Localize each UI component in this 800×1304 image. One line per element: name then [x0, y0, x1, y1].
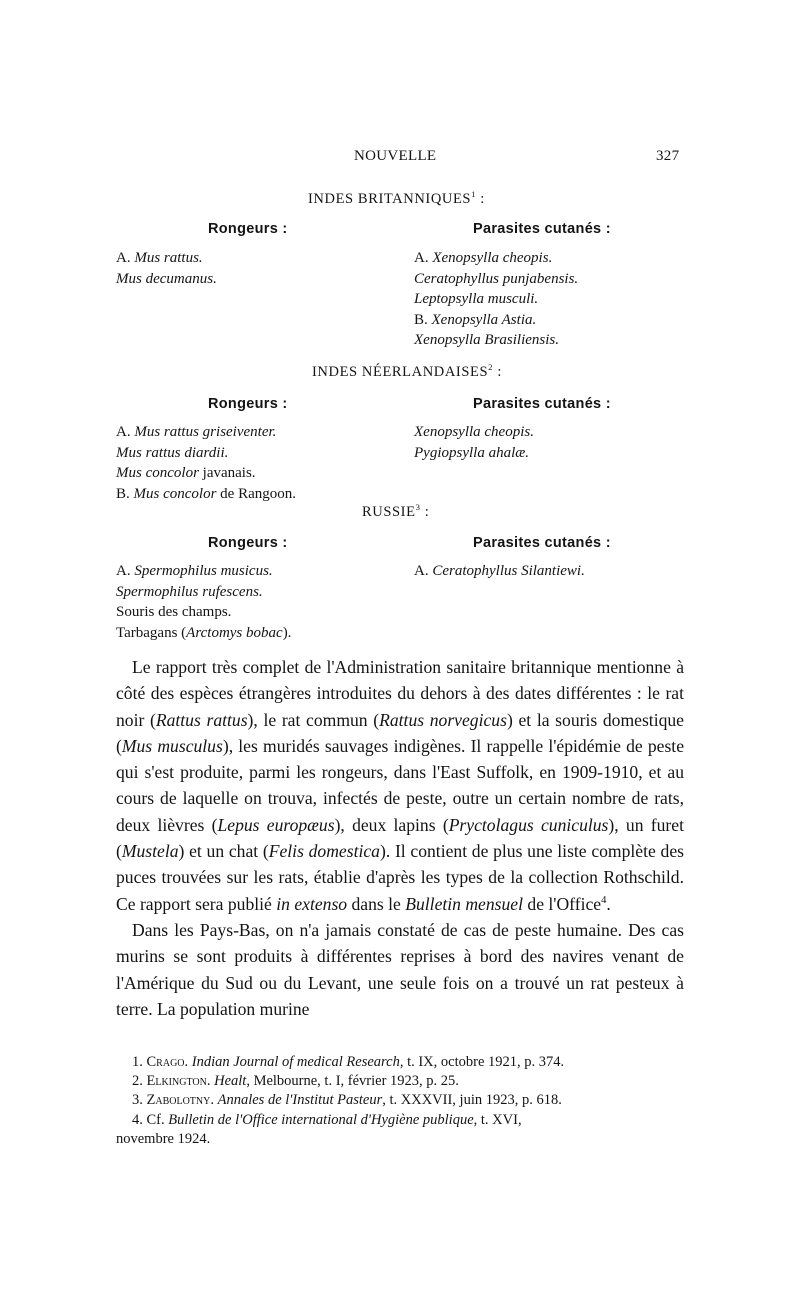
footnote-ref: 1: [471, 189, 477, 200]
list-item: Xenopsylla Brasiliensis.: [414, 332, 559, 348]
rodents-heading: Rongeurs :: [208, 396, 288, 412]
footnote-ref: 2: [488, 362, 494, 373]
rodents-heading: Rongeurs :: [208, 535, 288, 551]
parasites-list: [414, 248, 578, 351]
footnotes: [116, 1053, 684, 1149]
footnote: 2. Elkington. Healt, Melbourne, t. I, février 1923, p. 25.: [132, 1073, 459, 1090]
parasites-list: [414, 422, 534, 463]
list-item: Mus decumanus.: [116, 270, 217, 287]
list-item: B. Mus concolor de Rangoon.: [116, 485, 296, 502]
list-item: Pygiopsylla ahalæ.: [414, 444, 529, 461]
section-title-text: RUSSIE: [362, 504, 416, 520]
list-item: A. Mus rattus.: [116, 250, 203, 266]
parasites-heading: Parasites cutanés :: [473, 221, 611, 237]
footnote-ref: 3: [415, 502, 421, 513]
list-item: Mus rattus diardii.: [116, 444, 229, 461]
running-title: NOUVELLE: [354, 148, 437, 164]
page-number: 327: [656, 148, 680, 164]
list-item: Souris des champs.: [116, 604, 232, 620]
list-item: Spermophilus rufescens.: [116, 583, 263, 600]
parasites-heading: Parasites cutanés :: [473, 396, 611, 412]
list-item: B. Xenopsylla Astia.: [414, 311, 537, 328]
section-title: INDES BRITANNIQUES$^1$ :: [308, 189, 485, 207]
list-item: A. Xenopsylla cheopis.: [414, 250, 553, 266]
list-item: A. Spermophilus musicus.: [116, 563, 273, 579]
section-title-text: INDES BRITANNIQUES: [308, 191, 472, 207]
section-title: RUSSIE$^3$ :: [362, 502, 430, 520]
footnote-continuation: novembre 1924.: [116, 1130, 211, 1147]
footnote: 1. Crago. Indian Journal of medical Research, t. IX, octobre 1921, p. 374.: [132, 1054, 565, 1070]
paragraph: Dans les Pays-Bas, on n'a jamais constaté de cas de peste humaine. Des cas murins se sont produits à différentes reprises à bord des navires venant de l'Amérique du Sud ou du Levant, une seule fois on a trouvé un rat pesteux à terre. La population murine: [116, 919, 684, 1019]
footnote: 3. Zabolotny. Annales de l'Institut Pasteur, t. XXXVII, juin 1923, p. 618.: [132, 1092, 562, 1109]
paragraph: Le rapport très complet de l'Administration sanitaire britannique mentionne à côté des espèces étrangères introduites du dehors à des dates différentes : le rat noir (Rattus rattus), le rat commun (Rattus norvegicus) et la souris domestique (Mus musculus), les muridés sauvages indigènes. Il rappelle l'épidémie de peste qui s'est produite, parmi les rongeurs, dans l'East Suffolk, en 1909-1910, et au cours de laquelle on trouva, infectés de peste, outre un certain nombre de rats, deux lièvres (Lepus europæus), deux lapins (Pryctolagus cuniculus), un furet (Mustela) et un chat (Felis domestica). Il contient de plus une liste complète des puces trouvées sur les rats, établie d'après les types de la collection Rothschild. Ce rapport sera publié in extenso dans le Bulletin mensuel de l'Office$^4$.: [116, 657, 685, 914]
parasites-list: [414, 561, 585, 582]
list-item: Leptopsylla musculi.: [414, 291, 539, 307]
rodents-list: [116, 561, 291, 643]
list-item: Tarbagans (Arctomys bobac).: [116, 624, 292, 641]
list-item: Xenopsylla cheopis.: [414, 424, 534, 440]
list-item: A. Ceratophyllus Silantiewi.: [414, 563, 585, 579]
section-title-text: INDES NÉERLANDAISES: [312, 364, 489, 380]
rodents-heading: Rongeurs :: [208, 221, 288, 237]
footnote: 4. Cf. Bulletin de l'Office international d'Hygiène publique, t. XVI,: [132, 1111, 522, 1128]
list-item: Ceratophyllus punjabensis.: [414, 270, 579, 287]
body-text: [116, 654, 684, 1022]
section-title: INDES NÉERLANDAISES$^2$ :: [312, 362, 502, 380]
list-item: Mus concolor javanais.: [116, 465, 256, 481]
rodents-list: [116, 248, 217, 289]
list-item: A. Mus rattus griseiventer.: [116, 424, 277, 440]
rodents-list: [116, 422, 296, 504]
parasites-heading: Parasites cutanés :: [473, 535, 611, 551]
